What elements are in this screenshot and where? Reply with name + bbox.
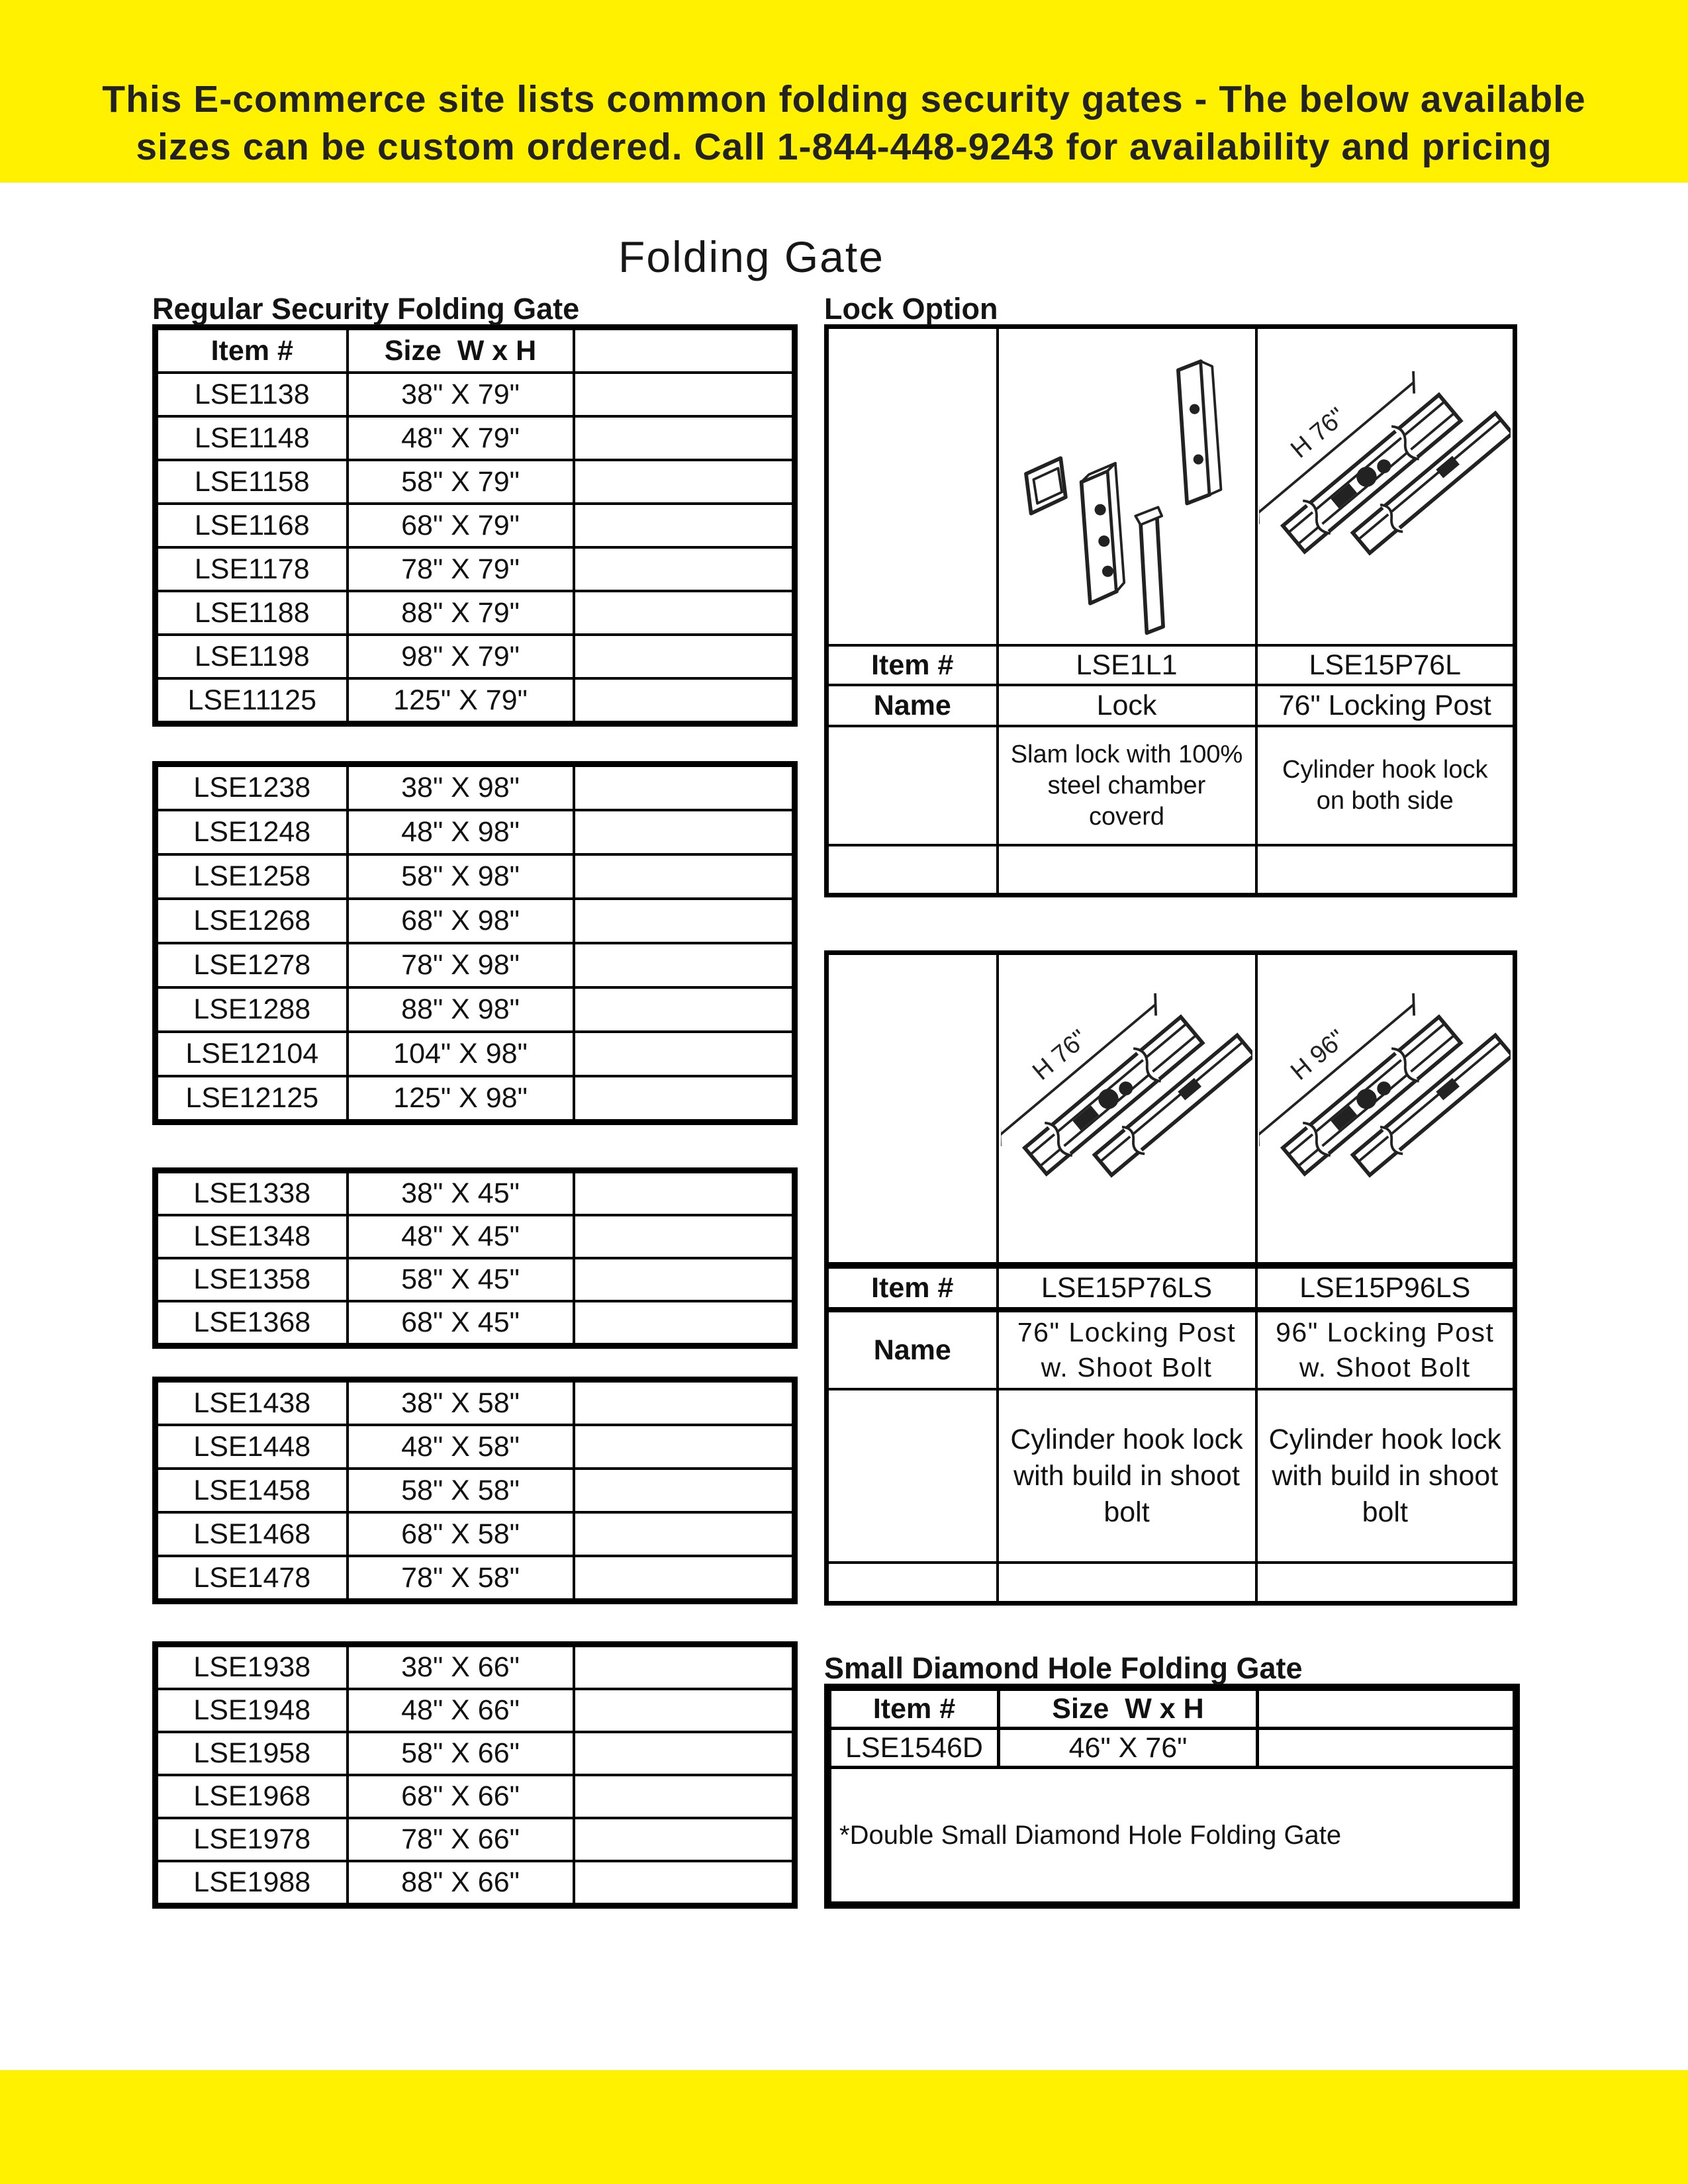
- empty-cell: [574, 1645, 795, 1690]
- item-number-cell: LSE1438: [156, 1380, 348, 1426]
- table-row: [156, 1732, 795, 1775]
- lock-option-heading: Lock Option: [824, 292, 998, 326]
- empty-cell: [574, 373, 795, 416]
- empty-cell: [574, 899, 795, 943]
- empty-cell: [574, 1732, 795, 1775]
- diamond-gate-heading: Small Diamond Hole Folding Gate: [824, 1651, 1303, 1685]
- item-number-cell: LSE1138: [156, 373, 348, 416]
- size-cell: 48" X 45": [348, 1215, 574, 1258]
- table-row: [156, 987, 795, 1032]
- illustration-row: [827, 327, 1515, 646]
- empty-cell: [998, 845, 1256, 895]
- empty-row: [827, 845, 1515, 895]
- item-number-cell: LSE1968: [156, 1775, 348, 1818]
- table-row: [156, 1171, 795, 1216]
- table-row: [156, 1215, 795, 1258]
- size-cell: 68" X 79": [348, 504, 574, 547]
- table-row: [156, 1425, 795, 1469]
- table-row: [156, 1861, 795, 1906]
- size-table-45: [152, 1167, 798, 1349]
- item-number-cell: LSE1338: [156, 1171, 348, 1216]
- size-cell: 48" X 79": [348, 416, 574, 460]
- name-cell: 76" Locking Post: [1256, 685, 1515, 726]
- empty-cell: [827, 1389, 998, 1563]
- size-cell: 68" X 98": [348, 899, 574, 943]
- name-row: [827, 685, 1515, 726]
- empty-cell: [1258, 1729, 1517, 1768]
- item-number-cell: LSE1158: [156, 460, 348, 504]
- size-cell: 78" X 79": [348, 547, 574, 591]
- empty-cell: [1256, 1563, 1515, 1604]
- size-cell: 125" X 79": [348, 678, 574, 724]
- size-cell: 104" X 98": [348, 1032, 574, 1076]
- banner-line2: sizes can be custom ordered. Call 1-844-448-9243 for availability and pricing: [136, 126, 1552, 168]
- illustration-row: [827, 953, 1515, 1266]
- empty-cell: [574, 547, 795, 591]
- item-number-cell: LSE1938: [156, 1645, 348, 1690]
- table-row: [156, 1556, 795, 1602]
- size-header: Size W x H: [999, 1688, 1258, 1729]
- size-cell: 68" X 58": [348, 1512, 574, 1556]
- size-header: Size W x H: [348, 328, 574, 373]
- empty-cell: [574, 1861, 795, 1906]
- size-cell: 38" X 45": [348, 1171, 574, 1216]
- item-number-cell: LSE1948: [156, 1689, 348, 1732]
- empty-cell: [574, 1689, 795, 1732]
- table-row: [156, 547, 795, 591]
- item-number-cell: LSE1188: [156, 591, 348, 635]
- empty-cell: [827, 953, 998, 1266]
- empty-cell: [574, 854, 795, 899]
- size-cell: 48" X 98": [348, 810, 574, 854]
- footnote-row: [828, 1768, 1517, 1905]
- table-row: [156, 1512, 795, 1556]
- table-row: [156, 1076, 795, 1122]
- table-row: [156, 635, 795, 678]
- banner-line1: This E-commerce site lists common folding security gates - The below available: [102, 78, 1586, 120]
- item-header: Item #: [828, 1688, 999, 1729]
- empty-cell: [574, 810, 795, 854]
- item-number-cell: LSE1978: [156, 1818, 348, 1861]
- table-row: [828, 1729, 1517, 1768]
- empty-cell: [574, 460, 795, 504]
- locking-post-96-shootbolt-cell: [1256, 953, 1515, 1266]
- empty-cell: [574, 1775, 795, 1818]
- size-cell: 38" X 79": [348, 373, 574, 416]
- empty-cell: [574, 1171, 795, 1216]
- empty-cell: [827, 726, 998, 845]
- table-row: [156, 943, 795, 987]
- table-row: [156, 460, 795, 504]
- empty-cell: [574, 1301, 795, 1346]
- empty-cell: [574, 1556, 795, 1602]
- empty-cell: [574, 1258, 795, 1301]
- item-label: Item #: [827, 645, 998, 685]
- empty-cell: [827, 1563, 998, 1604]
- size-cell: 88" X 79": [348, 591, 574, 635]
- empty-cell: [574, 1215, 795, 1258]
- size-table-58: [152, 1377, 798, 1604]
- empty-cell: [574, 1818, 795, 1861]
- empty-cell: [574, 504, 795, 547]
- name-cell: 96" Locking Post w. Shoot Bolt: [1256, 1310, 1515, 1389]
- size-cell: 58" X 98": [348, 854, 574, 899]
- table-row: [156, 1689, 795, 1732]
- size-cell: 78" X 58": [348, 1556, 574, 1602]
- name-cell: 76" Locking Post w. Shoot Bolt: [998, 1310, 1256, 1389]
- table-row: [156, 1258, 795, 1301]
- item-number-cell: LSE1478: [156, 1556, 348, 1602]
- size-cell: 58" X 58": [348, 1469, 574, 1512]
- size-cell: 58" X 45": [348, 1258, 574, 1301]
- empty-cell: [574, 1032, 795, 1076]
- size-cell: 48" X 58": [348, 1425, 574, 1469]
- description-cell: Slam lock with 100% steel chamber coverd: [998, 726, 1256, 845]
- description-cell: Cylinder hook lock with build in shoot bolt: [1256, 1389, 1515, 1563]
- item-header: Item #: [156, 328, 348, 373]
- size-cell: 125" X 98": [348, 1076, 574, 1122]
- item-number-cell: LSE1168: [156, 504, 348, 547]
- size-cell: 88" X 98": [348, 987, 574, 1032]
- empty-cell: [574, 764, 795, 811]
- size-cell: 48" X 66": [348, 1689, 574, 1732]
- size-cell: 46" X 76": [999, 1729, 1258, 1768]
- locking-post-76-icon: [1259, 331, 1511, 642]
- empty-header: [1258, 1688, 1517, 1729]
- table-row: [156, 899, 795, 943]
- item-number-row: [827, 1265, 1515, 1310]
- item-number-cell: LSE1958: [156, 1732, 348, 1775]
- item-number-cell: LSE1988: [156, 1861, 348, 1906]
- table-row: [156, 854, 795, 899]
- post-dimension-label: H 76": [1027, 1024, 1093, 1086]
- empty-cell: [574, 1380, 795, 1426]
- empty-cell: [1256, 845, 1515, 895]
- item-number-cell: LSE1278: [156, 943, 348, 987]
- lock-parts-icon: [1001, 331, 1252, 642]
- size-cell: 38" X 66": [348, 1645, 574, 1690]
- table-row: [156, 591, 795, 635]
- footnote-text: *Double Small Diamond Hole Folding Gate: [828, 1768, 1517, 1905]
- item-number-cell: LSE12104: [156, 1032, 348, 1076]
- item-number-cell: LSE1448: [156, 1425, 348, 1469]
- item-label: Item #: [827, 1265, 998, 1310]
- item-number-cell: LSE1178: [156, 547, 348, 591]
- diamond-gate-table: [824, 1684, 1520, 1909]
- table-row: [156, 764, 795, 811]
- bottom-banner: [0, 2070, 1688, 2184]
- empty-header: [574, 328, 795, 373]
- top-banner: [0, 0, 1688, 183]
- page-title: Folding Gate: [618, 232, 884, 281]
- size-cell: 68" X 66": [348, 1775, 574, 1818]
- description-cell: Cylinder hook lock with build in shoot bolt: [998, 1389, 1256, 1563]
- empty-cell: [574, 1076, 795, 1122]
- size-cell: 38" X 58": [348, 1380, 574, 1426]
- item-number-cell: LSE1348: [156, 1215, 348, 1258]
- table-row: [156, 1775, 795, 1818]
- size-cell: 78" X 98": [348, 943, 574, 987]
- table-row: [156, 810, 795, 854]
- empty-cell: [574, 635, 795, 678]
- item-number-cell: LSE1238: [156, 764, 348, 811]
- item-number-cell: LSE1458: [156, 1469, 348, 1512]
- header-row: [156, 328, 795, 373]
- locking-post-96-shootbolt-icon: [1259, 960, 1511, 1257]
- item-number-cell: LSE15P76LS: [998, 1265, 1256, 1310]
- empty-row: [827, 1563, 1515, 1604]
- item-number-cell: LSE15P96LS: [1256, 1265, 1515, 1310]
- empty-cell: [574, 591, 795, 635]
- size-table-66: [152, 1641, 798, 1909]
- regular-gate-heading: Regular Security Folding Gate: [152, 292, 580, 326]
- description-row: [827, 1389, 1515, 1563]
- empty-cell: [574, 987, 795, 1032]
- lock-table-primary: [824, 324, 1517, 897]
- table-row: [156, 678, 795, 724]
- lock-table-shootbolt: [824, 950, 1517, 1606]
- table-row: [156, 1818, 795, 1861]
- size-table-98: [152, 761, 798, 1125]
- name-label: Name: [827, 685, 998, 726]
- item-number-cell: LSE1546D: [828, 1729, 999, 1768]
- table-row: [156, 416, 795, 460]
- lock-parts-cell: [998, 327, 1256, 646]
- table-row: [156, 1301, 795, 1346]
- item-number-cell: LSE1198: [156, 635, 348, 678]
- item-number-row: [827, 645, 1515, 685]
- table-row: [156, 1032, 795, 1076]
- size-cell: 98" X 79": [348, 635, 574, 678]
- empty-cell: [574, 1469, 795, 1512]
- description-cell: Cylinder hook lock on both side: [1256, 726, 1515, 845]
- size-cell: 88" X 66": [348, 1861, 574, 1906]
- item-number-cell: LSE1148: [156, 416, 348, 460]
- item-number-cell: LSE1288: [156, 987, 348, 1032]
- size-cell: 38" X 98": [348, 764, 574, 811]
- empty-cell: [998, 1563, 1256, 1604]
- item-number-cell: LSE1248: [156, 810, 348, 854]
- empty-cell: [574, 1512, 795, 1556]
- name-cell: Lock: [998, 685, 1256, 726]
- table-row: [156, 373, 795, 416]
- locking-post-76-shootbolt-icon: [1001, 960, 1252, 1257]
- post-dimension-label: H 76": [1286, 402, 1352, 464]
- table-row: [156, 1380, 795, 1426]
- item-number-cell: LSE1268: [156, 899, 348, 943]
- name-label: Name: [827, 1310, 998, 1389]
- description-row: [827, 726, 1515, 845]
- empty-cell: [827, 845, 998, 895]
- regular-gate-section: [152, 294, 792, 1909]
- item-number-cell: LSE15P76L: [1256, 645, 1515, 685]
- empty-cell: [574, 943, 795, 987]
- table-row: [156, 1645, 795, 1690]
- empty-cell: [574, 678, 795, 724]
- empty-cell: [574, 416, 795, 460]
- size-table-79: [152, 324, 798, 727]
- header-row: [828, 1688, 1517, 1729]
- size-cell: 78" X 66": [348, 1818, 574, 1861]
- table-row: [156, 1469, 795, 1512]
- item-number-cell: LSE1258: [156, 854, 348, 899]
- size-cell: 58" X 66": [348, 1732, 574, 1775]
- item-number-cell: LSE1358: [156, 1258, 348, 1301]
- table-row: [156, 504, 795, 547]
- empty-cell: [827, 327, 998, 646]
- item-number-cell: LSE1368: [156, 1301, 348, 1346]
- locking-post-76-shootbolt-cell: [998, 953, 1256, 1266]
- name-row: [827, 1310, 1515, 1389]
- empty-cell: [574, 1425, 795, 1469]
- item-number-cell: LSE1L1: [998, 645, 1256, 685]
- lock-option-section: [824, 294, 1513, 1909]
- post-dimension-label: H 96": [1286, 1024, 1352, 1086]
- size-cell: 58" X 79": [348, 460, 574, 504]
- item-number-cell: LSE12125: [156, 1076, 348, 1122]
- size-cell: 68" X 45": [348, 1301, 574, 1346]
- locking-post-76-cell: [1256, 327, 1515, 646]
- item-number-cell: LSE1468: [156, 1512, 348, 1556]
- item-number-cell: LSE11125: [156, 678, 348, 724]
